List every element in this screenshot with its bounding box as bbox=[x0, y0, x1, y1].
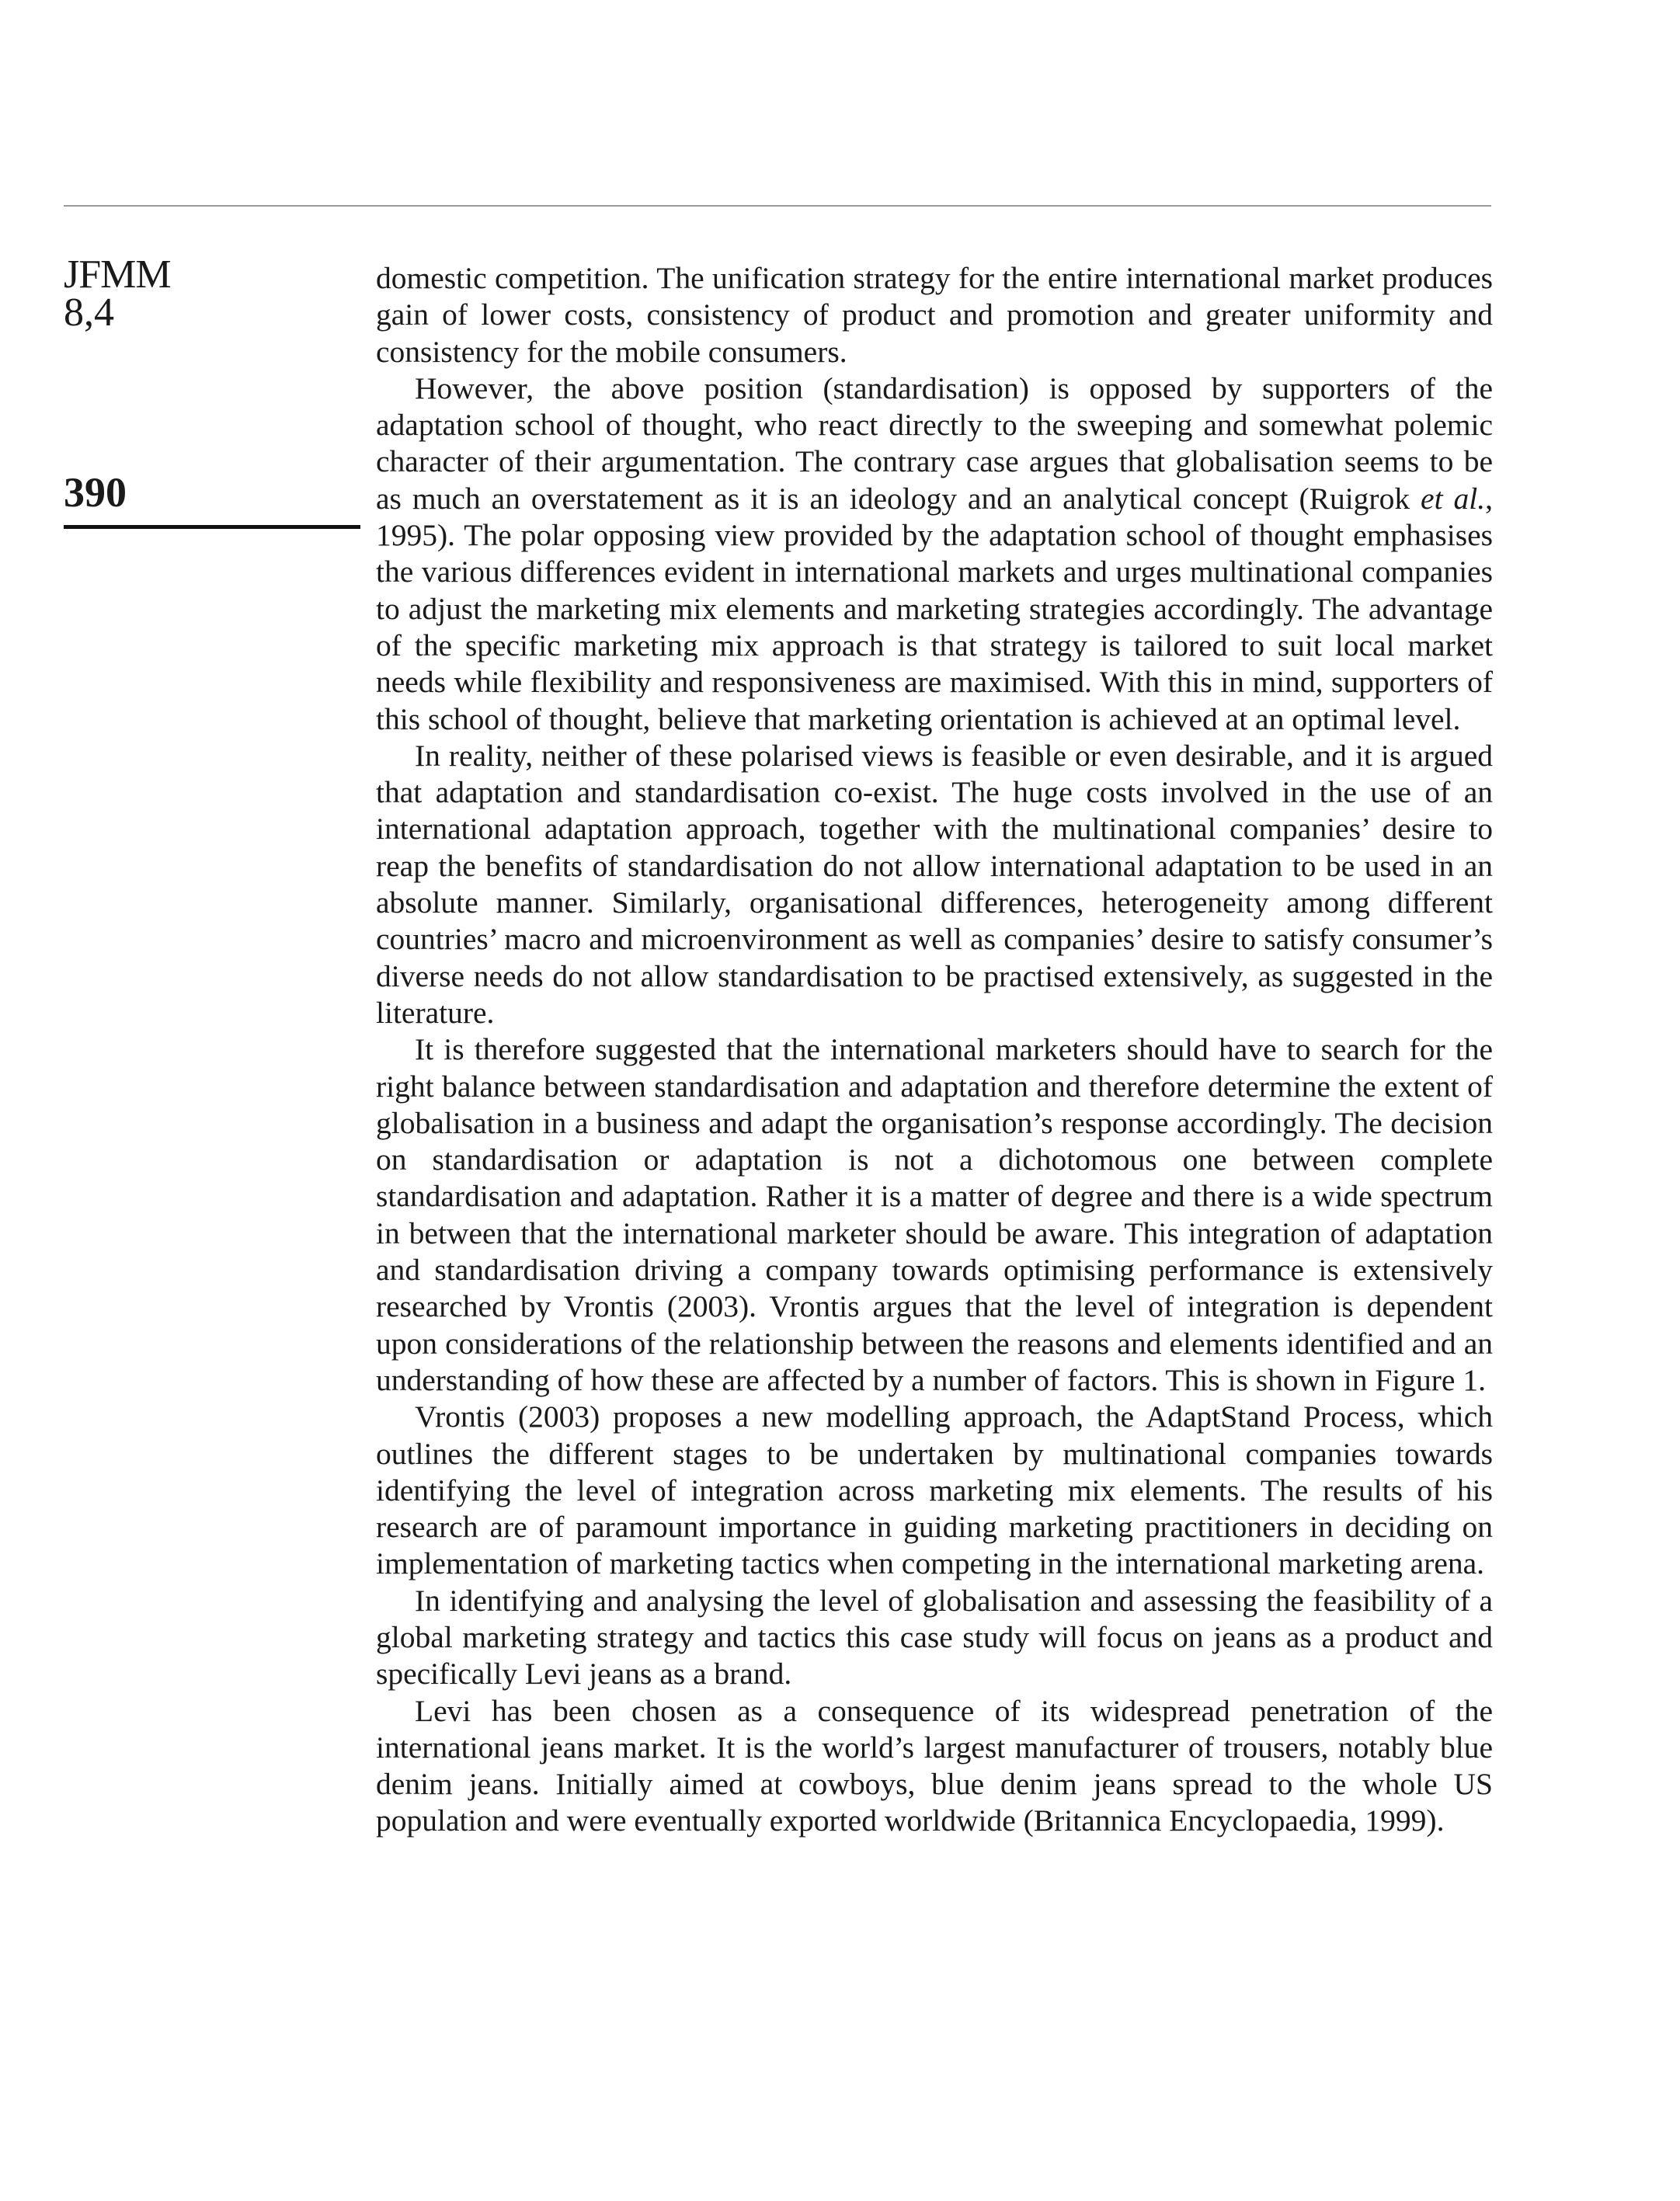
paragraph-7: Levi has been chosen as a consequence of its widespread penetration of the international jeans market. It is the world’s largest manufacturer of trousers, notably blue denim jeans. Initially aimed at cowboys, blue denim jeans spread to the whole US population and were eventually exported worldwide (Britannica Encyclopaedia, 1999). bbox=[376, 1693, 1493, 1838]
paragraph-4: It is therefore suggested that the international marketers should have to search for the right balance between standardisation and adaptation and therefore determine the extent of globalisation in a business and adapt the organisation’s response accordingly. The decision on standardisation or adaptation is not a dichotomous one between complete standardisation and adaptation. Rather it is a matter of degree and there is a wide spectrum in between that the international marketer should be aware. This integration of adaptation and standardisation driving a company towards optimising performance is extensively researched by Vrontis (2003). Vrontis argues that the level of integration is dependent upon considerations of the relationship between the reasons and elements identified and an understanding of how these are affected by a number of factors. This is shown in Figure 1. bbox=[376, 1032, 1493, 1397]
paragraph-2 bbox=[376, 370, 1493, 738]
paragraph-2-part-2: , 1995). The polar opposing view provided by the adaptation school of thought emphasises the various differences evident in international markets and urges multinational companies to adjust the marketing mix elements and marketing strategies accordingly. The advantage of the specific marketing mix approach is that strategy is tailored to suit local market needs while flexibility and responsiveness are maximised. With this in mind, supporters of this school of thought, believe that marketing orientation is achieved at an optimal level. bbox=[376, 481, 1493, 736]
page-number: 390 bbox=[64, 469, 127, 516]
journal-code: JFMM bbox=[64, 252, 171, 297]
page-number-rule bbox=[64, 525, 360, 529]
paragraph-2-part-1: However, the above position (standardisation) is opposed by supporters of the adaptation school of thought, who react directly to the sweeping and somewhat polemic character of their argumentation. The contrary case argues that globalisation seems to be as much an overstatement as it is an ideology and an analytical concept (Ruigrok bbox=[376, 370, 1493, 516]
paragraph-1: domestic competition. The unification strategy for the entire international market produces gain of lower costs, consistency of product and promotion and greater uniformity and consistency for the mobile consumers. bbox=[376, 261, 1493, 369]
paragraph-2-italic: et al. bbox=[1421, 481, 1486, 516]
header-rule bbox=[64, 205, 1491, 207]
paragraph-3: In reality, neither of these polarised views is feasible or even desirable, and it is argued that adaptation and standardisation co-exist. The huge costs involved in the use of an international adaptation approach, together with the multinational companies’ desire to reap the benefits of standardisation do not allow international adaptation to be used in an absolute manner. Similarly, organisational differences, heterogeneity among different countries’ macro and microenvironment as well as companies’ desire to satisfy consumer’s diverse needs do not allow standardisation to be practised extensively, as suggested in the literature. bbox=[376, 738, 1493, 1030]
journal-info bbox=[64, 252, 359, 335]
volume-issue: 8,4 bbox=[64, 290, 114, 335]
paragraph-6: In identifying and analysing the level of globalisation and assessing the feasibility of a global marketing strategy and tactics this case study will focus on jeans as a product and specifically Levi jeans as a brand. bbox=[376, 1583, 1493, 1692]
article-body bbox=[376, 260, 1493, 1840]
paragraph-5: Vrontis (2003) proposes a new modelling approach, the AdaptStand Process, which outlines the different stages to be undertaken by multinational companies towards identifying the level of integration across marketing mix elements. The results of his research are of paramount importance in guiding marketing practitioners in deciding on implementation of marketing tactics when competing in the international marketing arena. bbox=[376, 1400, 1493, 1581]
